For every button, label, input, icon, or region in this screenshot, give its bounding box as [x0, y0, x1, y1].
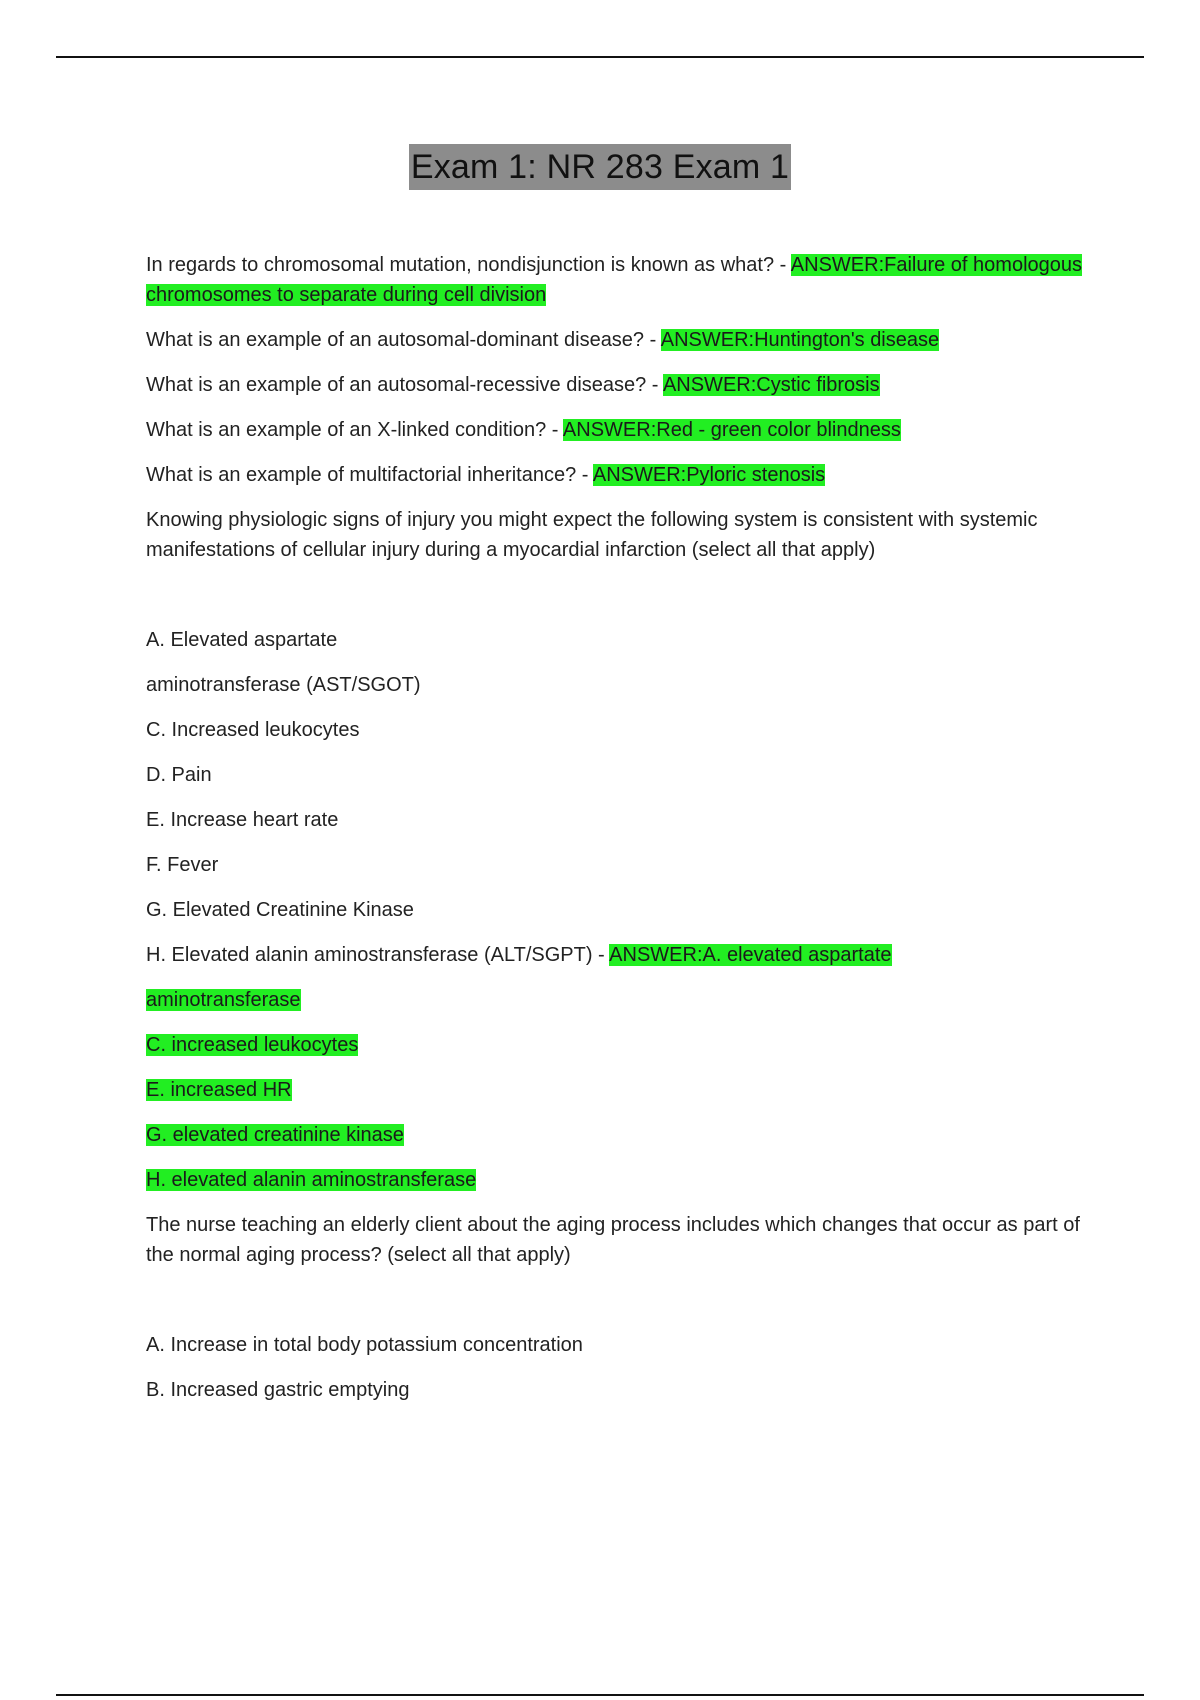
question-6-option: E. Increase heart rate — [146, 809, 339, 831]
answer-highlight: ANSWER:A. elevated aspartate — [609, 944, 892, 966]
question-6-last-option — [146, 940, 1096, 970]
question-text: What is an example of an X-linked condition? - — [146, 419, 563, 441]
option-text: H. Elevated alanin aminostransferase (ALT/SGPT) - — [146, 944, 610, 966]
document-body — [146, 250, 1096, 1420]
answer-line — [146, 1120, 1096, 1150]
answer-line — [146, 1165, 1096, 1195]
answer-highlight: ANSWER:Cystic fibrosis — [662, 374, 880, 396]
footer-rule — [56, 1694, 1144, 1696]
question-6-option: F. Fever — [146, 854, 219, 876]
spacer — [146, 580, 1096, 625]
question-7-option: B. Increased gastric emptying — [146, 1379, 410, 1401]
qa-item-2 — [146, 325, 1096, 355]
answer-line — [146, 985, 1096, 1015]
spacer — [146, 1285, 1096, 1330]
answer-highlight: ANSWER:Pyloric stenosis — [592, 464, 826, 486]
question-7-stem: The nurse teaching an elderly client about the aging process includes which changes that occur as part of the normal aging process? (select all that apply) — [146, 1214, 1080, 1266]
question-6-option: A. Elevated aspartate — [146, 629, 338, 651]
qa-item-1 — [146, 250, 1096, 310]
question-6-stem: Knowing physiologic signs of injury you might expect the following system is consistent with systemic manifestations of cellular injury during a myocardial infarction (select all that apply) — [146, 509, 1038, 561]
answer-highlight: ANSWER:Failure of homologous chromosomes to separate during cell division — [146, 254, 1083, 306]
question-text: What is an example of an autosomal-recessive disease? - — [146, 374, 663, 396]
answer-highlight: ANSWER:Red - green color blindness — [562, 419, 901, 441]
header-rule — [56, 56, 1144, 58]
question-6-option: G. Elevated Creatinine Kinase — [146, 899, 414, 921]
question-6-option: aminotransferase (AST/SGOT) — [146, 674, 421, 696]
answer-highlight: aminotransferase — [146, 989, 301, 1011]
answer-highlight: H. elevated alanin aminostransferase — [146, 1169, 477, 1191]
answer-highlight: C. increased leukocytes — [146, 1034, 359, 1056]
answer-line — [146, 1030, 1096, 1060]
qa-item-3 — [146, 370, 1096, 400]
question-6-option: D. Pain — [146, 764, 212, 786]
answer-line — [146, 1075, 1096, 1105]
question-text: What is an example of multifactorial inheritance? - — [146, 464, 593, 486]
question-6-option: C. Increased leukocytes — [146, 719, 360, 741]
answer-highlight: G. elevated creatinine kinase — [146, 1124, 404, 1146]
answer-highlight: ANSWER:Huntington's disease — [660, 329, 940, 351]
question-7-option: A. Increase in total body potassium concentration — [146, 1334, 583, 1356]
qa-item-5 — [146, 460, 1096, 490]
answer-highlight: E. increased HR — [146, 1079, 292, 1101]
title-container — [0, 144, 1200, 190]
question-text: What is an example of an autosomal-dominant disease? - — [146, 329, 661, 351]
question-text: In regards to chromosomal mutation, nondisjunction is known as what? - — [146, 254, 791, 276]
qa-item-4 — [146, 415, 1096, 445]
page-title: Exam 1: NR 283 Exam 1 — [409, 144, 791, 190]
